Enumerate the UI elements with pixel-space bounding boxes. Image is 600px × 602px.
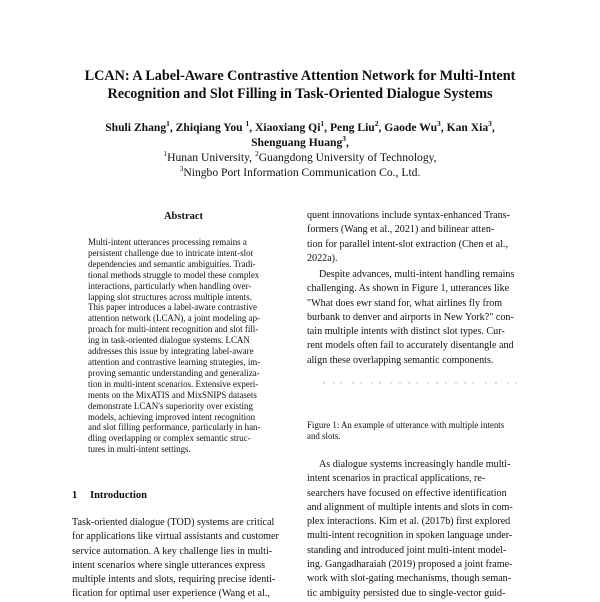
paragraph-line: plex interactions. Kim et al. (2017b) first explored [307, 516, 511, 528]
author-affil-mark: 3 [342, 134, 347, 144]
title-line-2: Recognition and Slot Filling in Task-Oriented Dialogue Systems [107, 86, 493, 102]
abstract-line: attention network (LCAN), a joint modeling ap- [88, 313, 261, 324]
author-separator: , [346, 136, 349, 149]
abstract-line: attention and contrastive learning strategies, im- [88, 356, 261, 367]
affiliation-line-1 [40, 150, 560, 165]
caption-line: and slots. [307, 431, 341, 441]
author-affil-mark: 3 [488, 119, 492, 129]
affiliation-mark: 2 [254, 149, 259, 159]
abstract-body [88, 237, 282, 455]
author-separator: , [491, 121, 495, 134]
author-line-1 [40, 120, 560, 135]
abstract-line: persistent challenge due to intricate intent-slot [88, 247, 254, 258]
author-affil-mark: 1 [320, 119, 325, 129]
paragraph-line: searchers have focused on effective identification [307, 487, 507, 499]
introduction-line: fication for optimal user experience (Wang et al., [72, 588, 270, 600]
author-separator: , [249, 121, 256, 134]
author-name: Shenguang Huang [251, 136, 343, 149]
right-column-paragraph-3 [307, 458, 532, 601]
abstract-line: models, achieving improved intent recognition [88, 411, 256, 422]
paper-title [40, 67, 560, 103]
paragraph-line: Despite advances, multi-intent handling remains [319, 269, 515, 280]
paragraph-line: challenging. As shown in Figure 1, utterances like [307, 283, 510, 295]
abstract-line: dling overlapping or complex semantic struc- [88, 433, 251, 444]
author-affil-mark: 1 [245, 119, 250, 129]
abstract-heading: Abstract [163, 211, 204, 222]
paragraph-line: intent scenarios in practical applications, re- [307, 473, 486, 485]
abstract-line: addresses this issue by integrating label-aware [88, 346, 254, 357]
section-heading-introduction [72, 490, 147, 501]
affiliation-text: Hunan University, [167, 151, 255, 164]
abstract-line: lapping slot structures across multiple intents. [88, 291, 252, 302]
figure-1-caption [307, 420, 532, 442]
abstract-line: tures in multi-intent settings. [88, 444, 191, 455]
paragraph-line: 2022a). [307, 252, 338, 264]
author-separator: , [378, 121, 385, 134]
abstract-line: proving semantic understanding and generaliza- [88, 367, 260, 378]
introduction-line: service automation. A key challenge lies in multi- [72, 545, 273, 557]
author-name: Kan Xia [446, 121, 489, 134]
figure-1-image [320, 378, 520, 388]
abstract-line: ing in task-oriented dialogue systems. LCAN [88, 335, 250, 346]
section-number: 1 [72, 490, 78, 501]
title-line-1: LCAN: A Label-Aware Contrastive Attention Network for Multi-Intent [84, 68, 516, 84]
paragraph-line: multi-intent recognition in spoken language under- [307, 530, 513, 542]
author-separator: , [440, 121, 447, 134]
author-affil-mark: 2 [374, 119, 379, 129]
introduction-line: intent scenarios where single utterances express [72, 559, 266, 571]
author-affil-mark: 3 [437, 119, 441, 129]
section-title: Introduction [90, 490, 147, 501]
author-name: Xiaoxiang Qi [255, 121, 321, 134]
author-name: Shuli Zhang [105, 121, 167, 134]
abstract-line: dependencies and semantic ambiguities. Tradi- [88, 258, 256, 269]
abstract-line: ments on the MixATIS and MixSNIPS datasets [88, 389, 257, 400]
paragraph-line: rent models often fail to accurately disentangle and [307, 340, 514, 352]
figure-1 [320, 378, 520, 388]
author-affil-mark: 1 [166, 119, 170, 129]
abstract-line: tional methods struggle to model these complex [88, 269, 260, 280]
right-column-paragraph-1 [307, 209, 532, 266]
author-line-2 [40, 135, 560, 150]
affiliation-line-2 [40, 165, 560, 180]
paragraph-line: work with slot-gating mechanisms, though seman- [307, 573, 512, 585]
affiliation-list [40, 150, 560, 180]
affiliation-text: Ningbo Port Information Communication Co., Ltd. [183, 166, 421, 179]
introduction-line: for applications like virtual assistants and customer [72, 531, 279, 543]
introduction-line: Task-oriented dialogue (TOD) systems are critical [72, 517, 275, 528]
abstract-line: This paper introduces a label-aware contrastive [88, 302, 257, 313]
paragraph-line: ing. Gangadharaiah (2019) proposed a joint frame- [307, 559, 513, 571]
affiliation-text: Guangdong University of Technology, [258, 151, 437, 164]
affiliation-mark: 3 [179, 164, 184, 174]
introduction-line: multiple intents and slots, requiring precise identi- [72, 574, 276, 586]
abstract-line: tion in multi-intent scenarios. Extensive experi- [88, 378, 259, 389]
abstract-line: proach for multi-intent recognition and slot fill- [88, 324, 259, 335]
paragraph-line: and alignment of multiple intents and slots in com- [307, 501, 513, 513]
paragraph-line: tain multiple intents with distinct slot types. Cur- [307, 326, 505, 338]
introduction-body [72, 516, 297, 602]
abstract-line: demonstrate LCAN's superiority over existing [88, 400, 253, 411]
author-name: Zhiqiang You [175, 121, 246, 134]
caption-line: Figure 1: An example of utterance with multiple intents [307, 420, 505, 430]
paragraph-line: "What does ewr stand for, what airlines fly from [307, 297, 503, 309]
paragraph-line: align these overlapping semantic components. [307, 354, 494, 366]
paragraph-line: tic ambiguity persisted due to single-vector guid- [307, 587, 506, 599]
author-separator: , [324, 121, 330, 134]
abstract-line: interactions, particularly when handling over- [88, 280, 252, 291]
abstract-line: and slot filling performance, particularly in han- [88, 422, 261, 433]
affiliation-mark: 1 [163, 149, 168, 159]
paragraph-line: burbank to denver and airports in New York?" con- [307, 311, 514, 323]
paragraph-line: As dialogue systems increasingly handle multi- [319, 459, 511, 470]
right-column-paragraph-2 [307, 268, 532, 368]
paragraph-line: formers (Wang et al., 2021) and bilinear atten- [307, 224, 495, 236]
paragraph-line: quent innovations include syntax-enhanced Trans- [307, 210, 510, 221]
author-name: Gaode Wu [384, 121, 438, 134]
paragraph-line: tion for parallel intent-slot extraction (Chen et al., [307, 238, 508, 250]
abstract-line: Multi-intent utterances processing remains a [88, 237, 247, 247]
author-name: Peng Liu [329, 121, 375, 134]
author-list [40, 120, 560, 150]
author-separator: , [169, 121, 176, 134]
paragraph-line: standing and introduced joint multi-intent model- [307, 544, 507, 556]
